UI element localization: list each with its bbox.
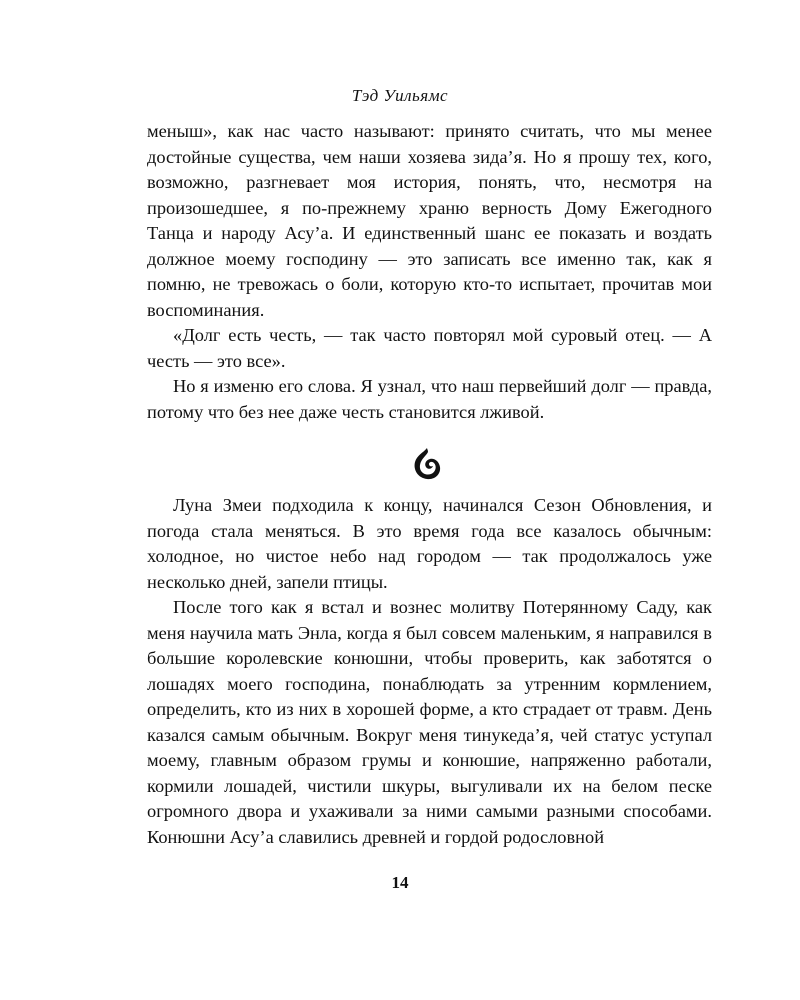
paragraph: меныш», как нас часто называют: принято считать, что мы менее достойные существа, чем наши хозяева зида’я. Но я прошу тех, кого, возможно, разгневает моя история, понять, что, несмотря на произошедшее, я по-прежнему храню верность Дому Ежегодного Танца и народу Асу’а. И единственный шанс ее показать и воздать должное моему господину — это записать все именно так, как я помню, не тревожась о боли, которую кто-то испытает, прочитав мои воспоминания. [147,121,712,320]
paragraph: Но я изменю его слова. Я узнал, что наш первейший долг — правда, потому что без нее даже честь становится лживой. [147,376,712,422]
text-section-1 [147,119,712,425]
page-number: 14 [391,873,409,892]
running-header: Тэд Уильямс [351,86,449,105]
paragraph: Луна Змеи подходила к концу, начинался Сезон Обновления, и погода стала меняться. В это время года все казалось обычным: холодное, но чистое небо над городом — так продолжалось уже несколько дней, запели птицы. [147,495,712,592]
text-section-2 [147,493,712,850]
paragraph: «Долг есть честь, — так часто повторял мой суровый отец. — А честь — это все». [147,325,712,371]
flame-swirl-icon [409,446,445,482]
paragraph: После того как я встал и вознес молитву Потерянному Саду, как меня научила мать Энла, когда я был совсем маленьким, я направился в большие королевские конюшни, чтобы проверить, как заботятся о лошадях моего господина, понаблюдать за утренним кормлением, определить, кто из них в хорошей форме, а кто страдает от травм. День казался самым обычным. Вокруг меня тинукеда’я, чей статус уступал моему, главным образом грумы и конюшие, напряженно работали, кормили лошадей, чистили шкуры, выгуливали их на белом песке огромного двора и ухаживали за ними самыми разными способами. Конюшни Асу’а славились древней и гордой родословной [147,597,712,847]
